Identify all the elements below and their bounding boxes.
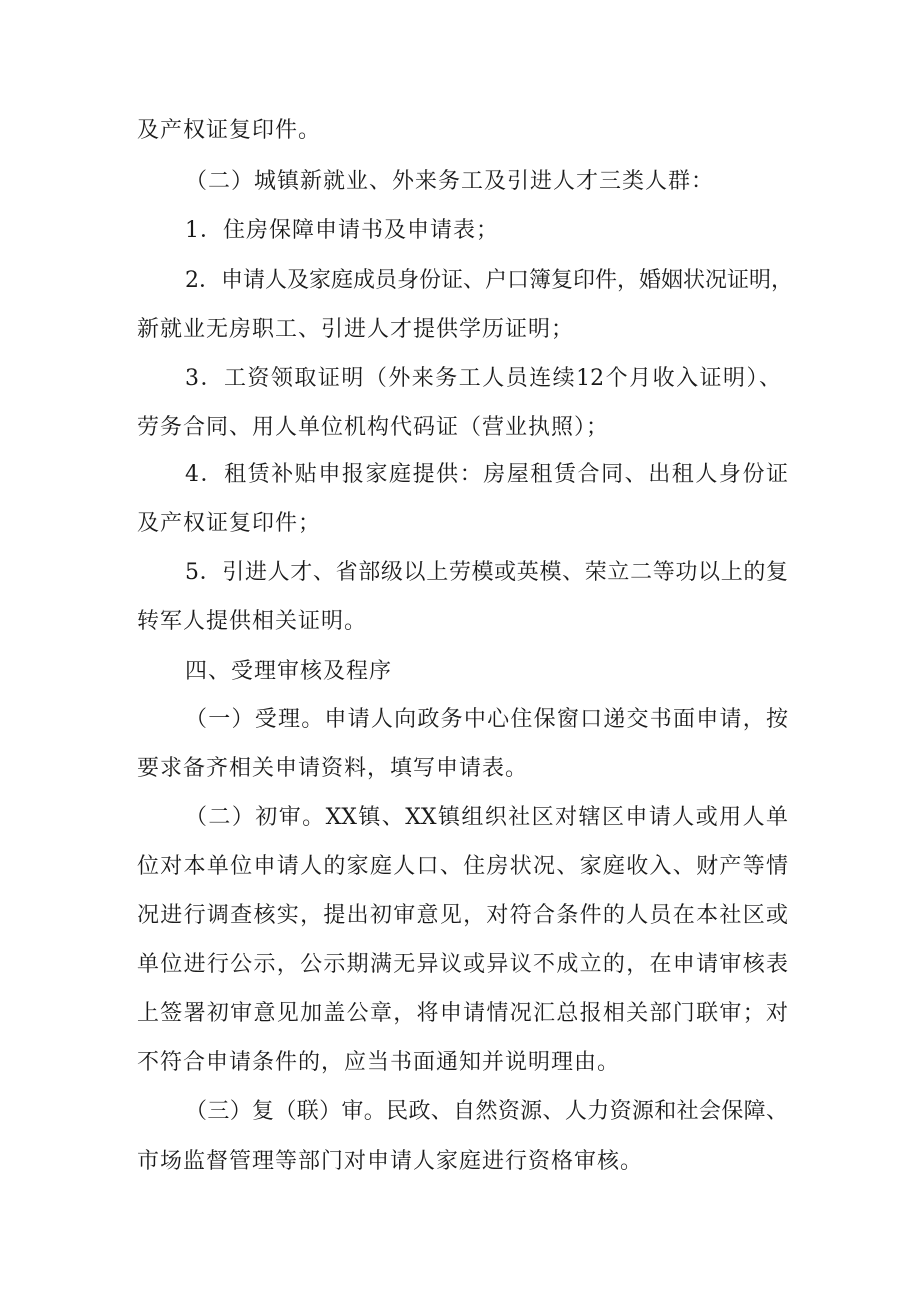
text-line: 及产权证复印件。 [137,118,322,143]
text-line: 上签署初审意见加盖公章，将申请情况汇总报相关部门联审；对 [137,1001,788,1026]
list-item: 4．租赁补贴申报家庭提供：房屋租赁合同、出租人身份证 [185,462,788,487]
text-line: 新就业无房职工、引进人才提供学历证明； [137,317,575,342]
list-item: 3．工资领取证明（外来务工人员连续12个月收入证明）、 [185,366,781,391]
list-item: 2．申请人及家庭成员身份证、户口簿复印件，婚姻状况证明， [185,268,793,293]
section-heading: （二）城镇新就业、外来务工及引进人才三类人群： [185,169,715,194]
text-line: 及产权证复印件； [137,511,322,536]
text-line: 要求备齐相关申请资料，填写申请表。 [137,756,529,781]
text-line: 单位进行公示，公示期满无异议或异议不成立的，在申请审核表 [137,952,788,977]
paragraph-line: （二）初审。XX镇、XX镇组织社区对辖区申请人或用人单 [185,805,788,830]
text-line: 况进行调查核实，提出初审意见，对符合条件的人员在本社区或 [137,903,788,928]
text-line: 转军人提供相关证明。 [137,609,368,634]
list-item: 1．住房保障申请书及申请表； [185,218,499,243]
text-line: 不符合申请条件的，应当书面通知并说明理由。 [137,1050,621,1075]
text-line: 劳务合同、用人单位机构代码证（营业执照）； [137,415,610,440]
list-item: 5．引进人才、省部级以上劳模或英模、荣立二等功以上的复 [185,560,788,585]
text-line: 市场监督管理等部门对申请人家庭进行资格审核。 [137,1149,644,1174]
paragraph-line: （一）受理。申请人向政务中心住保窗口递交书面申请，按 [185,707,788,732]
paragraph-line: （三）复（联）审。民政、自然资源、人力资源和社会保障、 [185,1099,788,1124]
section-heading: 四、受理审核及程序 [185,659,393,684]
text-line: 位对本单位申请人的家庭人口、住房状况、家庭收入、财产等情 [137,854,788,879]
